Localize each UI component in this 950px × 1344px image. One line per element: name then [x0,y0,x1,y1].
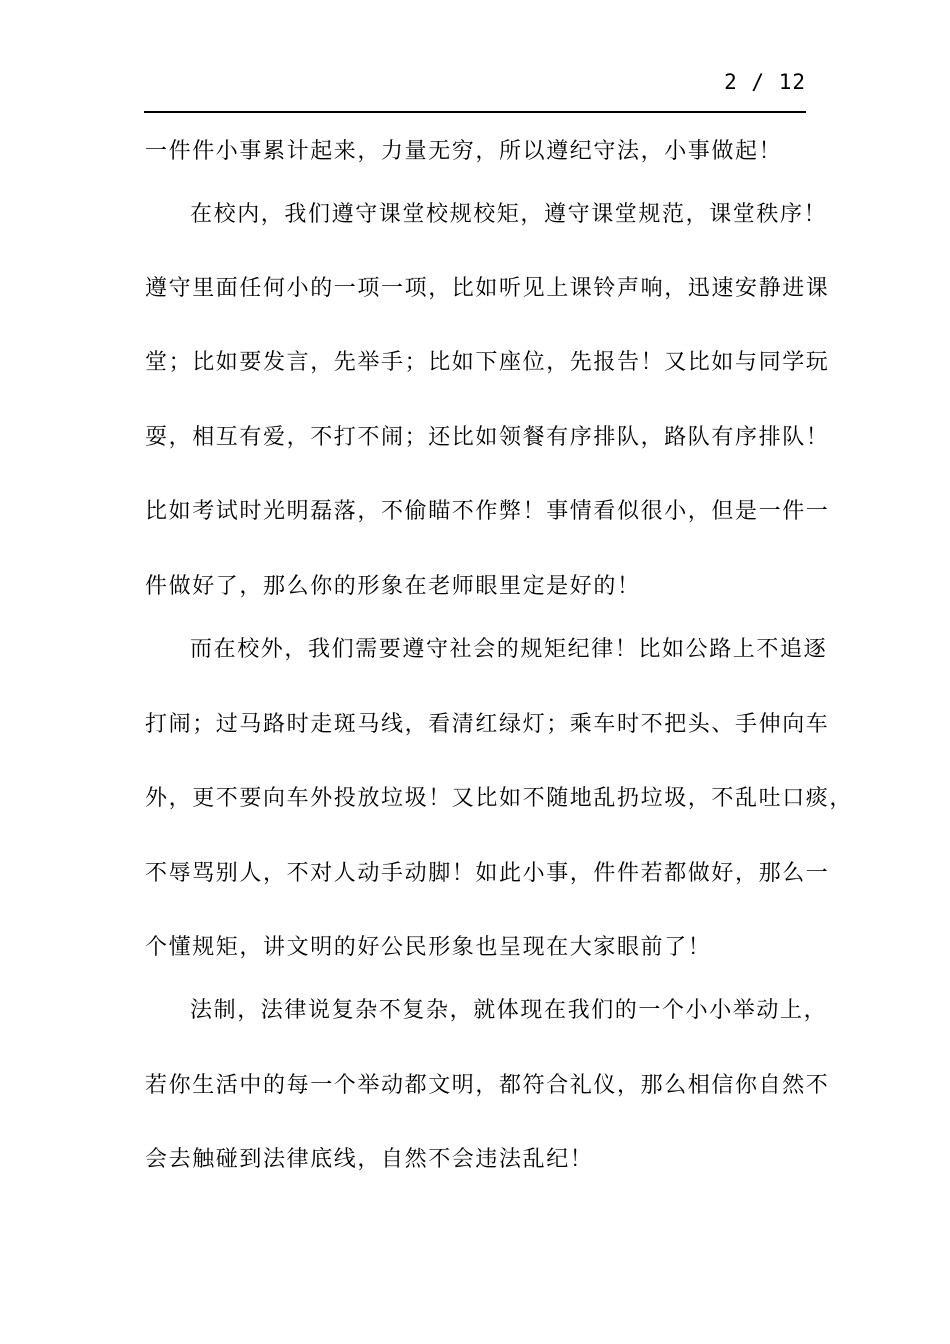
text-line: 比如考试时光明磊落，不偷瞄不作弊！事情看似很小，但是一件一 [145,499,830,524]
paragraph-first-line: 在校内，我们遵守课堂校规校矩，遵守课堂规范，课堂秩序！ [190,202,828,227]
text-line: 个懂规矩，讲文明的好公民形象也呈现在大家眼前了！ [145,935,712,960]
header-divider [144,111,806,113]
text-line: 会去触碰到法律底线，自然不会违法乱纪！ [145,1147,594,1172]
text-line: 件做好了，那么你的形象在老师眼里定是好的！ [145,574,641,599]
text-line: 堂；比如要发言，先举手；比如下座位，先报告！又比如与同学玩 [145,350,830,375]
text-line: 遵守里面任何小的一项一项，比如听见上课铃声响，迅速安静进课 [145,276,830,301]
text-line: 外，更不要向车外投放垃圾！又比如不随地乱扔垃圾，不乱吐口痰， [145,786,854,811]
paragraph-first-line: 法制，法律说复杂不复杂，就体现在我们的一个小小举动上， [190,998,828,1023]
text-line: 不辱骂别人，不对人动手动脚！如此小事，件件若都做好，那么一 [145,861,830,886]
text-line: 若你生活中的每一个举动都文明，都符合礼仪，那么相信你自然不 [145,1073,830,1098]
page-number: 2 / 12 [724,70,806,94]
text-line: 打闹；过马路时走斑马线，看清红绿灯；乘车时不把头、手伸向车 [145,712,830,737]
text-line: 耍，相互有爱，不打不闹；还比如领餐有序排队，路队有序排队！ [145,425,830,450]
text-line: 一件件小事累计起来，力量无穷，所以遵纪守法，小事做起！ [145,139,783,164]
paragraph-first-line: 而在校外，我们需要遵守社会的规矩纪律！比如公路上不追逐 [190,637,828,662]
